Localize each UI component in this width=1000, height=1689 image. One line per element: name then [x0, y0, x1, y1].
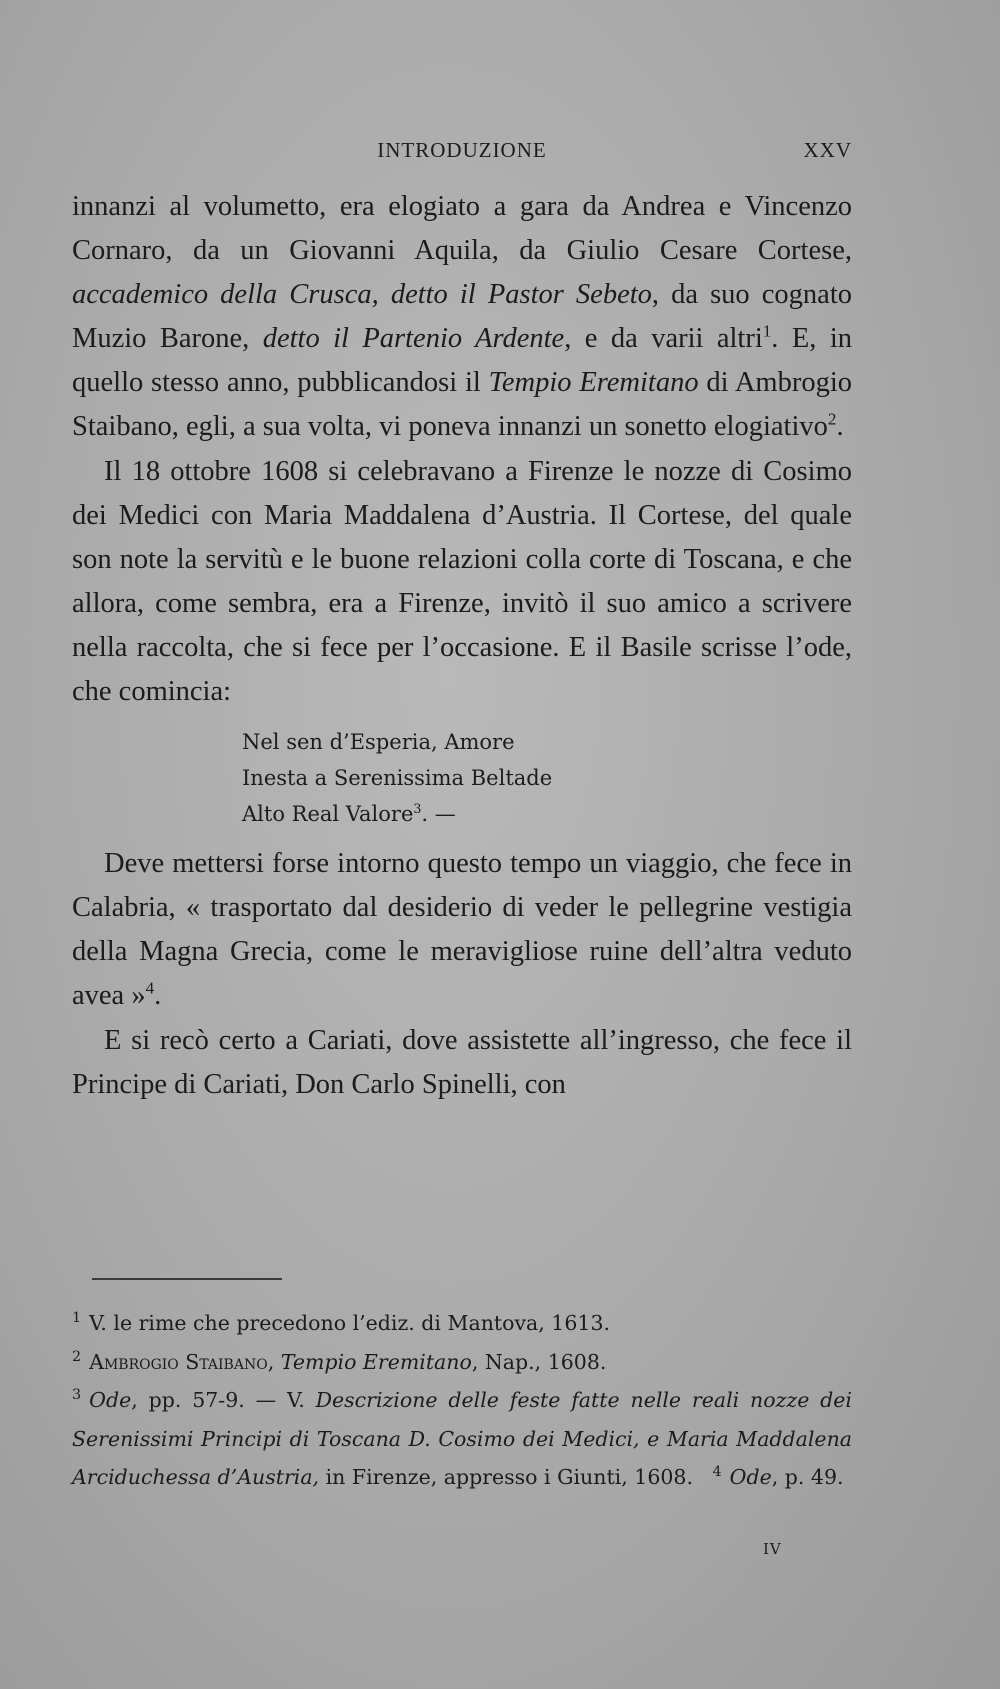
- verse-quote: [242, 724, 852, 832]
- footnote-1: $^1$ V. le rime che precedono l’ediz. di Mantova, 1613.: [72, 1310, 610, 1335]
- footnote-rule: [92, 1278, 282, 1280]
- footnote-2: $^2$ Ambrogio Staibano, Tempio Eremitano, Nap., 1608.: [72, 1348, 607, 1374]
- footnotes: [72, 1304, 852, 1497]
- footnote-3: $^3$ Ode, pp. 57-9. — V. Descrizione delle feste fatte nelle reali nozze dei Serenissimi Principi di Toscana D. Cosimo dei Medici, e Maria Maddalena Arciduchessa d’Austria, in Firenze, appresso i Giunti, 1608. $^4$ Ode, p. 49.: [72, 1387, 852, 1489]
- footnote-ref-3: 3: [413, 801, 422, 817]
- page-header: [72, 138, 852, 168]
- paragraph-3: Deve mettersi forse intorno questo tempo un viaggio, che fece in Calabria, « trasportato dal desiderio di veder le pellegrine vestigia della Magna Grecia, come le meravigliose ruine dell’altra veduto avea »$^4$.: [72, 848, 852, 1012]
- page-number: XXV: [803, 138, 852, 162]
- verse-line-2: Inesta a Serenissima Beltade: [242, 766, 553, 791]
- verse-line-1: Nel sen d’Esperia, Amore: [242, 730, 515, 755]
- paragraph-2: Il 18 ottobre 1608 si celebravano a Firenze le nozze di Cosimo dei Medici con Maria Maddalena d’Austria. Il Cortese, del quale son note la servitù e le buone relazioni colla corte di Toscana, e che allora, come sembra, era a Firenze, invitò il suo amico a scrivere nella raccolta, che si fece per l’occasione. E il Basile scrisse l’ode, che comincia:: [72, 455, 852, 708]
- paragraph-4: E si recò certo a Cariati, dove assistette all’ingresso, che fece il Principe di Cariati, Don Carlo Spinelli, con: [72, 1024, 852, 1100]
- body-text: [72, 185, 852, 1107]
- footnote-ref-2: 2: [827, 409, 837, 429]
- verse-line-3: Alto Real Valore$^3$. —: [242, 801, 456, 827]
- footnote-4-number: 4: [712, 1464, 722, 1481]
- running-title: INTRODUZIONE: [377, 138, 547, 162]
- footnote-ref-4: 4: [145, 978, 155, 998]
- paragraph-1: innanzi al volumetto, era elogiato a gara da Andrea e Vincenzo Cornaro, da un Giovanni Aquila, da Giulio Cesare Cortese, accademico della Crusca, detto il Pastor Sebeto, da suo cognato Muzio Barone, detto il Partenio Ardente, e da varii altri$^1$. E, in quello stesso anno, pubblicandosi il Tempio Eremitano di Ambrogio Staibano, egli, a sua volta, vi poneva innanzi un sonetto elogiativo$^2$.: [72, 191, 852, 443]
- footnote-ref-1: 1: [762, 321, 772, 341]
- signature-mark: IV: [763, 1540, 782, 1558]
